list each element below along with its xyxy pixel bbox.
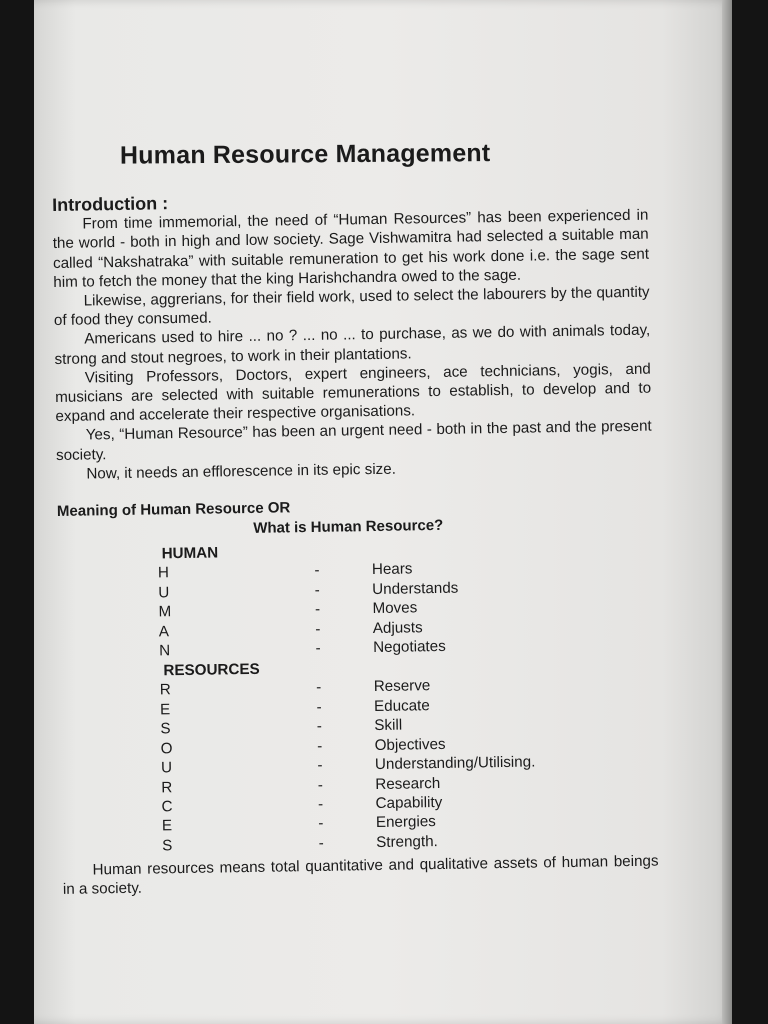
paragraph: Visiting Professors, Doctors, expert engineers, ace technicians, yogis, and musicians are selected with suitable remunerations to establish, to develop and to expand and accelerate their respective organisations. (55, 360, 652, 426)
acronym-word: Understands (372, 579, 459, 598)
acronym-letter: R (161, 778, 173, 796)
acronym-dash: - (316, 679, 322, 697)
section-heading-line2: What is Human Resource? (253, 517, 444, 538)
acronym-word: Moves (372, 599, 418, 618)
acronym-letter: O (160, 739, 173, 758)
acronym-rows (60, 673, 659, 857)
acronym-letter: C (161, 798, 173, 816)
acronym-letter: U (158, 584, 170, 602)
acronym-letter: H (157, 564, 170, 582)
acronym-word: Research (375, 774, 441, 793)
acronym-letter: S (162, 836, 173, 855)
page-title: Human Resource Management (119, 139, 491, 170)
introduction-heading: Introduction : (51, 193, 169, 215)
acronym-letter: S (160, 720, 171, 738)
acronym-dash: - (315, 620, 321, 638)
acronym-word: Skill (374, 716, 403, 735)
acronym-word: Capability (375, 793, 443, 812)
acronym-dash: - (318, 834, 324, 852)
acronym-word: Objectives (374, 735, 446, 754)
paragraph: Now, it needs an efflorescence in its epic size. (86, 460, 397, 483)
page-edge-shadow (722, 0, 732, 1024)
acronym-word: Understanding/Utilising. (374, 753, 536, 774)
section-heading-line1: Meaning of Human Resource OR (56, 499, 291, 521)
acronym-word: Reserve (373, 677, 431, 696)
acronym-letter: A (158, 622, 170, 641)
human-acronym (58, 538, 656, 662)
paragraph: Likewise, aggrerians, for their field work, used to select the labourers by the quantity of food they consumed. (53, 283, 650, 330)
acronym-dash: - (317, 737, 323, 755)
acronym-letter: E (161, 817, 173, 835)
acronym-dash: - (314, 581, 320, 599)
acronym-dash: - (317, 795, 324, 813)
acronym-word: Strength. (376, 832, 438, 851)
page-body (52, 187, 659, 900)
acronym-letter: M (158, 603, 172, 621)
acronym-word: Negotiates (372, 637, 446, 657)
acronym-dash: - (317, 776, 323, 794)
closing-paragraph: Human resources means total quantitative and qualitative assets of human beings in a society. (62, 852, 659, 899)
section-heading (57, 493, 654, 542)
paragraph: Yes, “Human Resource” has been an urgent need - both in the past and the present society. (55, 418, 652, 464)
acronym-dash: - (314, 562, 320, 580)
acronym-word: Adjusts (372, 618, 423, 637)
acronym-dash: - (317, 756, 323, 775)
acronym-letter: R (159, 681, 171, 699)
acronym-word: Educate (373, 697, 430, 715)
acronym-letter: N (159, 642, 171, 660)
acronym-letter: U (160, 759, 173, 777)
acronym-rows (58, 556, 655, 662)
resources-acronym (59, 655, 658, 857)
acronym-letter: E (159, 701, 171, 719)
acronym-dash: - (316, 698, 322, 716)
acronym-title: HUMAN (161, 544, 219, 563)
acronym-word: Energies (375, 813, 436, 832)
paragraph: From time immemorial, the need of “Human Resources” has been experienced in the world - both in high and low society. Sage Vishwamitra had selected a suitable man called “Nakshatraka” with suitable remuneration to get his work done i.e. the sage sent him to fetch the money that the king Harishchandra owed to the sage. (52, 206, 650, 291)
acronym-dash: - (315, 639, 321, 657)
acronym-dash: - (314, 601, 321, 619)
acronym-dash: - (318, 815, 324, 833)
paragraph: Americans used to hire ... no ? ... no ... to purchase, as we do with animals today, strong and stout negroes, to work in their plantations. (54, 322, 651, 368)
acronym-dash: - (316, 718, 323, 736)
acronym-title: RESOURCES (163, 661, 260, 680)
acronym-word: Hears (371, 560, 413, 579)
